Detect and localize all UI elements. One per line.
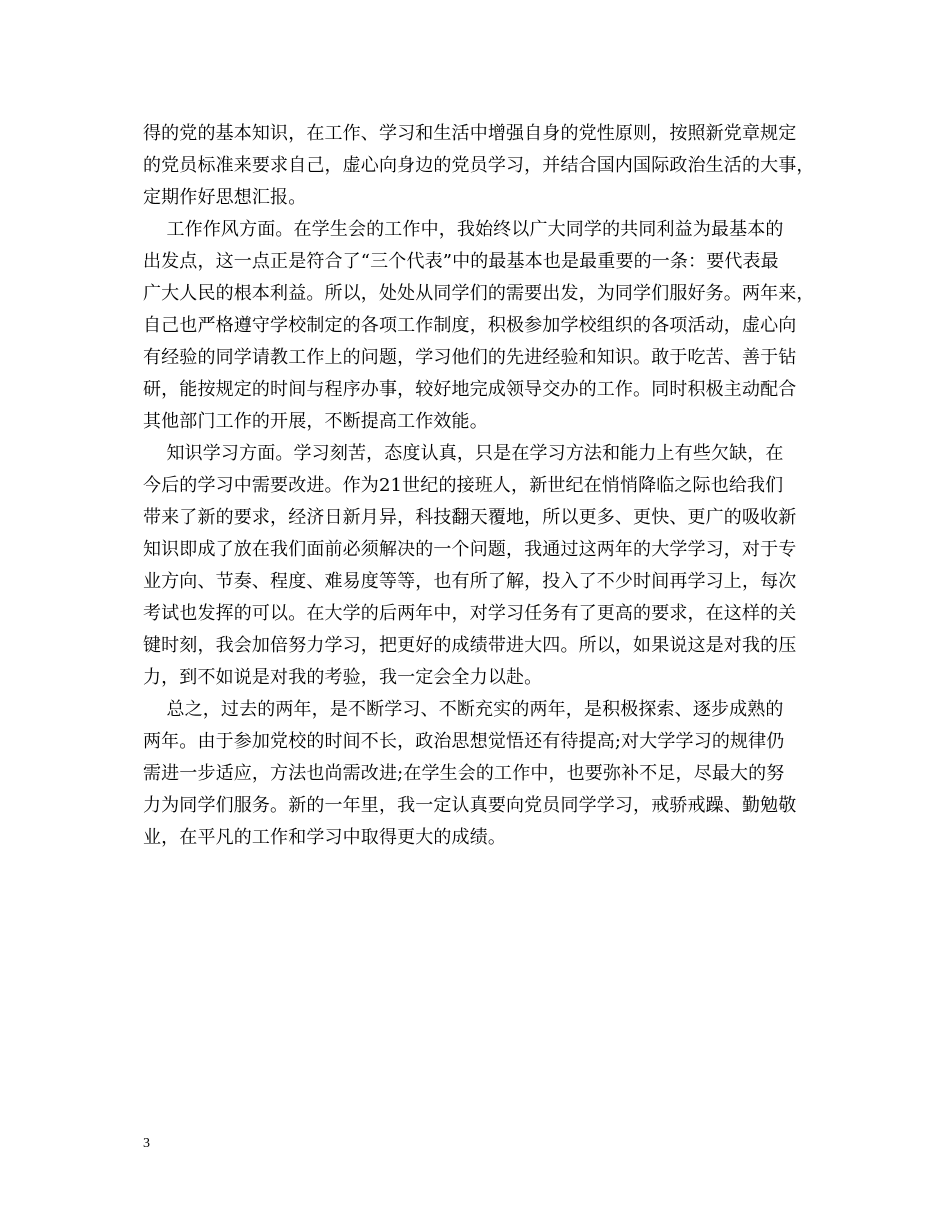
text-line: 出发点，这一点正是符合了“三个代表”中的最基本也是最重要的一条：要代表最 xyxy=(143,251,779,272)
document-body xyxy=(143,118,815,854)
text-line: 键时刻，我会加倍努力学习，把更好的成绩带进大四。所以，如果说这是对我的压 xyxy=(143,635,797,656)
text-line: 总之，过去的两年，是不断学习、不断充实的两年，是积极探索、逐步成熟的 xyxy=(143,699,784,720)
text-line: 需进一步适应，方法也尚需改进;在学生会的工作中，也要弥补不足，尽最大的努 xyxy=(143,763,785,784)
page-number: 3 xyxy=(143,1136,150,1151)
text-line: 有经验的同学请教工作上的问题，学习他们的先进经验和知识。敢于吃苦、善于钻 xyxy=(143,347,797,368)
text-line: 业，在平凡的工作和学习中取得更大的成绩。 xyxy=(143,827,506,848)
text-line: 研，能按规定的时间与程序办事，较好地完成领导交办的工作。同时积极主动配合 xyxy=(143,379,797,400)
text-line: 力为同学们服务。新的一年里，我一定认真要向党员同学学习，戒骄戒躁、勤勉敬 xyxy=(143,795,797,816)
text-line: 考试也发挥的可以。在大学的后两年中，对学习任务有了更高的要求，在这样的关 xyxy=(143,603,797,624)
text-line: 的党员标准来要求自己，虚心向身边的党员学习，并结合国内国际政治生活的大事， xyxy=(143,155,815,176)
text-line: 力，到不如说是对我的考验，我一定会全力以赴。 xyxy=(143,667,543,688)
text-line: 今后的学习中需要改进。作为21世纪的接班人，新世纪在悄悄降临之际也给我们 xyxy=(143,475,784,496)
text-line: 自己也严格遵守学校制定的各项工作制度，积极参加学校组织的各项活动，虚心向 xyxy=(143,315,797,336)
text-line: 两年。由于参加党校的时间不长，政治思想觉悟还有待提高;对大学学习的规律仍 xyxy=(143,731,785,752)
text-line: 定期作好思想汇报。 xyxy=(143,187,307,208)
text-line: 工作作风方面。在学生会的工作中，我始终以广大同学的共同利益为最基本的 xyxy=(143,219,784,240)
text-line: 得的党的基本知识，在工作、学习和生活中增强自身的党性原则，按照新党章规定 xyxy=(143,123,797,144)
text-line: 知识即成了放在我们面前必须解决的一个问题，我通过这两年的大学学习，对于专 xyxy=(143,539,797,560)
text-line: 其他部门工作的开展，不断提高工作效能。 xyxy=(143,411,488,432)
text-line: 业方向、节奏、程度、难易度等等，也有所了解，投入了不少时间再学习上，每次 xyxy=(143,571,797,592)
text-line: 知识学习方面。学习刻苦，态度认真，只是在学习方法和能力上有些欠缺，在 xyxy=(143,443,784,464)
text-line: 带来了新的要求，经济日新月异，科技翻天覆地，所以更多、更快、更广的吸收新 xyxy=(143,507,797,528)
text-line: 广大人民的根本利益。所以，处处从同学们的需要出发，为同学们服好务。两年来， xyxy=(143,283,815,304)
